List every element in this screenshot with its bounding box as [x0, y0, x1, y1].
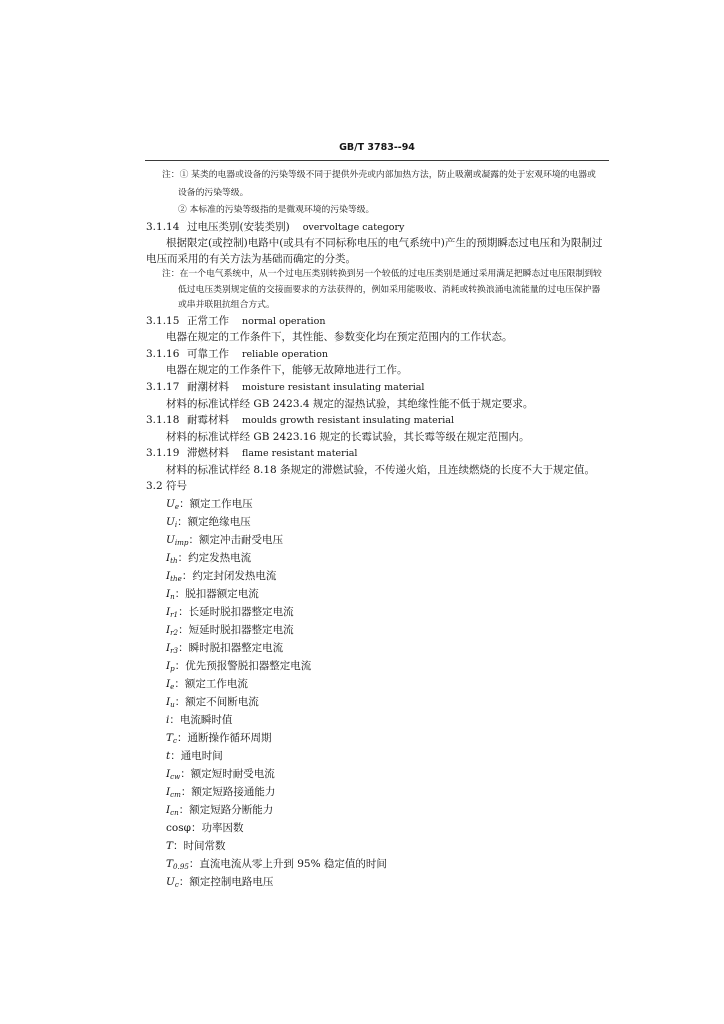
symbol-subscript: p	[170, 663, 175, 673]
body-line: 电器在规定的工作条件下，能够无故障地进行工作。	[166, 364, 408, 376]
symbol-item	[166, 585, 586, 603]
section-heading	[146, 415, 454, 426]
symbol-letter: I	[166, 624, 171, 636]
symbol-letter: T	[166, 858, 174, 870]
symbol-subscript: imp	[174, 537, 189, 547]
symbol-item	[166, 495, 586, 513]
note-line: 注：在一个电气系统中，从一个过电压类别转换到另一个较低的过电压类别是通过采用满足把瞬态过电压限制到较	[162, 269, 602, 279]
symbol-description: ：直流电流从零上升到 95% 稳定值的时间	[188, 858, 387, 870]
symbol-letter: I	[166, 660, 171, 672]
symbol-description: ：约定发热电流	[177, 552, 252, 564]
symbol-subscript: cm	[170, 789, 181, 799]
symbol-description: ：额定短路分断能力	[178, 804, 274, 816]
symbol-item	[166, 729, 586, 747]
symbol-description: ：约定封闭发热电流	[181, 570, 277, 582]
section-number: 3.1.14	[146, 221, 180, 233]
symbol-description: ：优先预报警脱扣器整定电流	[174, 660, 312, 672]
symbol-letter: T	[166, 732, 174, 744]
note-line: ② 本标准的污染等级指的是微观环境的污染等级。	[178, 205, 375, 215]
symbol-subscript: cw	[170, 771, 181, 781]
symbol-description: ：额定绝缘电压	[177, 516, 251, 528]
symbol-description: ：电流瞬时值	[169, 714, 233, 726]
symbol-subscript: th	[170, 555, 178, 565]
section-title: 符号	[166, 480, 187, 492]
symbol-description: ：额定控制电路电压	[178, 876, 274, 888]
symbol-item	[166, 639, 586, 657]
body-line: 电压而采用的有关方法为基础而确定的分类。	[146, 253, 356, 265]
section-title: 正常工作	[187, 315, 229, 327]
symbol-item	[166, 801, 586, 819]
symbol-letter: I	[166, 642, 171, 654]
symbol-letter: i	[166, 714, 170, 726]
section-heading	[146, 382, 424, 393]
symbol-subscript: the	[170, 573, 182, 583]
symbol-item	[166, 855, 586, 873]
symbol-item	[166, 675, 586, 693]
symbol-subscript: c	[173, 735, 178, 745]
symbol-subscript: n	[170, 591, 175, 601]
section-heading	[146, 349, 328, 360]
header-rule	[145, 160, 609, 161]
symbol-item	[166, 711, 586, 729]
symbol-letter: U	[166, 498, 175, 510]
symbol-description: ：瞬时脱扣器整定电流	[178, 642, 284, 654]
symbol-item	[166, 837, 586, 855]
note-line: 或串并联阻抗组合方式。	[178, 300, 275, 310]
body-line: 材料的标准试样经 8.18 条规定的滞燃试验，不传递火焰，且连续燃烧的长度不大于规定值。	[166, 464, 596, 476]
symbol-subscript: e	[170, 681, 175, 691]
section-heading	[146, 481, 187, 492]
section-title-english: flame resistant material	[242, 448, 358, 459]
symbol-item	[166, 765, 586, 783]
symbol-description: ：额定短时耐受电流	[180, 768, 275, 780]
note-line: 注：① 某类的电器或设备的污染等级不同于提供外壳或内部加热方法，防止吸潮或凝露的处于宏观环境的电器或	[162, 170, 596, 180]
symbol-letter: I	[166, 588, 171, 600]
symbol-letter: cosφ	[166, 822, 191, 834]
symbol-description: ：短延时脱扣器整定电流	[178, 624, 294, 636]
symbol-item	[166, 621, 586, 639]
running-header: GB/T 3783--94	[339, 142, 415, 153]
symbol-subscript: r2	[170, 627, 179, 637]
symbol-letter: I	[166, 768, 171, 780]
section-title: 可靠工作	[187, 348, 229, 360]
section-title-english: normal operation	[242, 316, 326, 327]
symbol-description: ：通电时间	[170, 750, 223, 762]
section-number: 3.1.18	[146, 414, 180, 426]
symbol-subscript: c	[174, 879, 179, 889]
symbol-letter: U	[166, 876, 175, 888]
symbol-letter: I	[166, 678, 171, 690]
note-line: 设备的污染等级。	[178, 188, 249, 198]
symbol-item	[166, 513, 586, 531]
section-number: 3.1.16	[146, 348, 180, 360]
section-heading	[146, 316, 325, 327]
symbol-description: ：额定短路接通能力	[180, 786, 276, 798]
section-number: 3.1.17	[146, 381, 180, 393]
symbol-letter: T	[166, 840, 174, 852]
symbol-letter: I	[166, 786, 171, 798]
section-title-english: moisture resistant insulating material	[242, 382, 425, 393]
symbol-letter: I	[166, 552, 171, 564]
symbol-subscript: r3	[170, 645, 179, 655]
symbol-letter: I	[166, 696, 171, 708]
symbol-list	[166, 495, 586, 891]
body-line: 材料的标准试样经 GB 2423.16 规定的长霉试验，其长霉等级在规定范围内。	[166, 431, 530, 443]
symbol-letter: U	[166, 516, 175, 528]
symbol-item	[166, 873, 586, 891]
symbol-description: ：通断操作循环周期	[177, 732, 272, 744]
note-line: 低过电压类别规定值的交接面要求的方法获得的，例如采用能吸收、消耗或转换浪涌电流能量的过电压保护器	[178, 285, 601, 295]
symbol-item	[166, 567, 586, 585]
section-title: 耐潮材料	[187, 381, 229, 393]
section-title: 过电压类别(安装类别)	[187, 221, 290, 233]
symbol-subscript: cn	[170, 807, 179, 817]
symbol-item	[166, 603, 586, 621]
symbol-description: ：额定冲击耐受电压	[188, 534, 283, 546]
body-line: 根据限定(或控制)电路中(或具有不同标称电压的电气系统中)产生的预期瞬态过电压和为限制过	[166, 237, 603, 249]
symbol-description: ：时间常数	[173, 840, 226, 852]
symbol-item	[166, 549, 586, 567]
section-title-english: overvoltage category	[302, 222, 405, 233]
symbol-item	[166, 747, 586, 765]
symbol-description: ：功率因数	[190, 822, 244, 834]
symbol-letter: I	[166, 804, 171, 816]
symbol-subscript: r1	[170, 609, 179, 619]
symbol-description: ：长延时脱扣器整定电流	[178, 606, 294, 618]
symbol-description: ：额定工作电流	[174, 678, 248, 690]
section-title-english: moulds growth resistant insulating material	[242, 415, 455, 426]
symbol-item	[166, 693, 586, 711]
symbol-item	[166, 783, 586, 801]
symbol-letter: t	[166, 750, 171, 762]
section-number: 3.1.15	[146, 315, 180, 327]
symbol-description: ：额定工作电压	[179, 498, 253, 510]
symbol-description: ：额定不间断电流	[174, 696, 259, 708]
symbol-item	[166, 657, 586, 675]
body-line: 电器在规定的工作条件下，其性能、参数变化均在预定范围内的工作状态。	[166, 331, 513, 343]
section-title-english: reliable operation	[242, 349, 328, 360]
section-heading	[146, 222, 404, 233]
section-title: 滞燃材料	[187, 447, 229, 459]
symbol-description: ：脱扣器额定电流	[174, 588, 259, 600]
section-number: 3.1.19	[146, 447, 180, 459]
symbol-subscript: e	[174, 501, 180, 511]
body-line: 材料的标准试样经 GB 2423.4 规定的湿热试验，其绝缘性能不低于规定要求。	[166, 398, 534, 410]
symbol-subscript: i	[174, 519, 178, 529]
symbol-subscript: u	[170, 699, 175, 709]
symbol-item	[166, 531, 586, 549]
symbol-item	[166, 819, 586, 837]
section-title: 耐霉材料	[187, 414, 229, 426]
symbol-letter: I	[166, 570, 171, 582]
section-number: 3.2	[146, 480, 163, 492]
symbol-letter: U	[166, 534, 175, 546]
symbol-letter: I	[166, 606, 171, 618]
symbol-subscript: 0.95	[173, 861, 189, 871]
section-heading	[146, 448, 357, 459]
